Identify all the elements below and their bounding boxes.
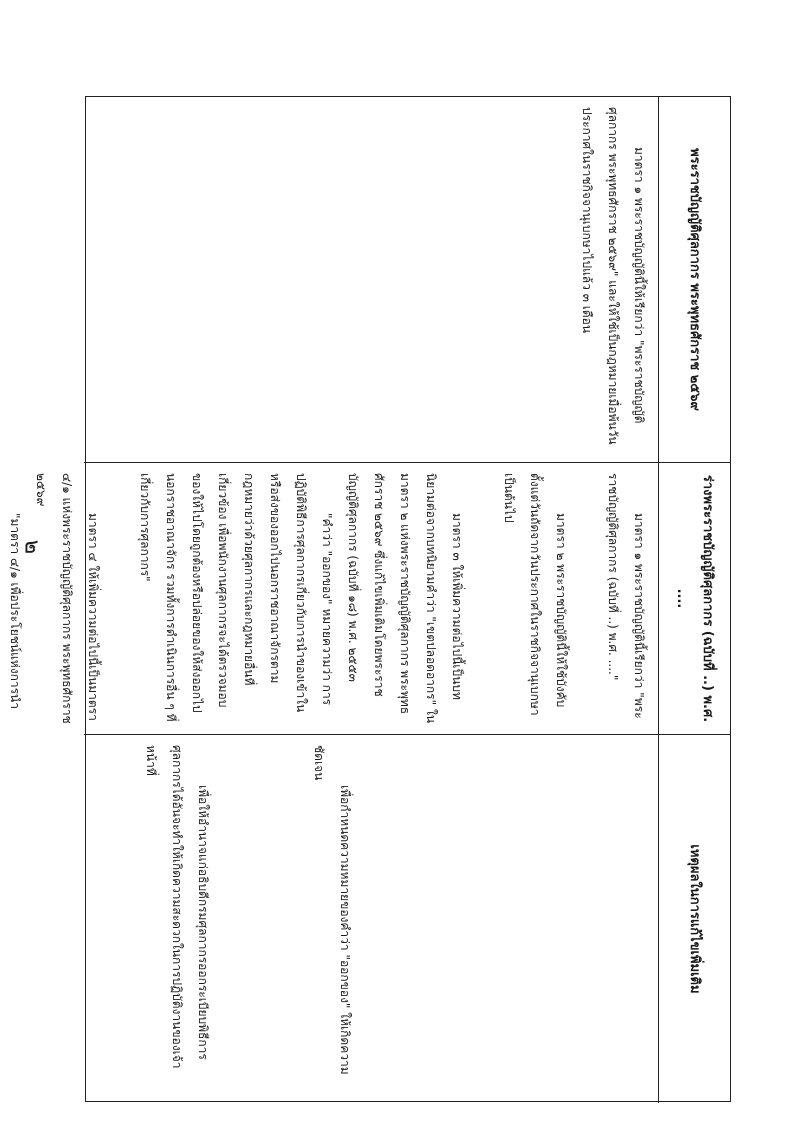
draft-section-2: มาตรา ๒ พระราชบัญญัตินี้ให้ใช้บังคับตั้งแต่วันถัดจากวันประกาศในราชกิจจานุเบกษาเป็นต้นไป bbox=[502, 473, 568, 716]
header-draft-act: ร่างพระราชบัญญัติศุลกากร (ฉบับที่ ..) พ.ศ. .... bbox=[658, 463, 730, 735]
draft-act-column bbox=[8, 463, 658, 735]
draft-definition: "คำว่า "ออกของ" หมายความว่า การปฏิบัติพิธีการศุลกากรเกี่ยวกับการนำของเข้าในหรือส่งของออกไปนอกราชอาณาจักรตามกฎหมายว่าด้วยศุลกากรและกฎหมายอื่นที่เกี่ยวข้อง เพื่อพนักงานศุลกากรจะได้ตรวจมอบของให้ไปโดยถูกต้องหรือปล่อยของให้ส่งออกไปนอกราชอาณาจักร รวมทั้งการดำเนินการอื่น ๆ ที่เกี่ยวกับการศุลกากร" bbox=[138, 473, 334, 722]
existing-law-column bbox=[84, 97, 658, 463]
draft-section-4-1: "มาตรา ๔/๑ เพื่อประโยชน์แห่งการนำ bbox=[8, 513, 22, 709]
reason-2: เพื่อให้อำนาจแก่อธิบดีกรมศุลกากรออกระเบียบพิธีการศุลกากรได้อันจะทำให้เกิดความสะดวกในการปฏิบัติงานของเจ้าหน้าที่ bbox=[144, 745, 210, 1069]
existing-section-1: มาตรา ๑ พระราชบัญญัตินี้ให้เรียกว่า "พระราชบัญญัติศุลกากร พระพุทธศักราช ๒๕๖๙" และให้ใช้เป็นกฎหมายเมื่อพ้นวันประกาศในราชกิจจานุเบกษาไปแล้ว ๓ เดือน bbox=[580, 107, 646, 445]
reason-1: เพื่อกำหนดความหมายของคำว่า "ออกของ" ให้เกิดความชัดเจน bbox=[312, 745, 352, 1075]
page-number: ๒ bbox=[19, 539, 45, 555]
header-amendment-reason: เหตุผลในการแก้ไขเพิ่มเติม bbox=[658, 735, 730, 1103]
draft-section-4: มาตรา ๔ ให้เพิ่มความต่อไปนี้เป็นมาตรา ๔/๑ แห่งพระราชบัญญัติศุลกากร พระพุทธศักราช ๒๕๖๙ bbox=[34, 473, 100, 724]
comparison-table bbox=[8, 96, 731, 1102]
comparison-table-frame bbox=[8, 96, 731, 1102]
draft-section-1: มาตรา ๑ พระราชบัญญัตินี้เรียกว่า "พระราชบัญญัติศุลกากร (ฉบับที่ ..) พ.ศ. ...." bbox=[606, 473, 646, 719]
header-existing-law: พระราชบัญญัติศุลกากร พระพุทธศักราช ๒๕๖๙ bbox=[658, 97, 730, 463]
draft-section-3: มาตรา ๓ ให้เพิ่มความต่อไปนี้เป็นบทนิยามต่อจากบทนิยามคำว่า "เขตปลอดอากร" ในมาตรา ๒ แห่งพระราชบัญญัติศุลกากร พระพุทธศักราช ๒๕๖๙ ซึ่งแก้ไขเพิ่มเติมโดยพระราชบัญญัติศุลกากร (ฉบับที่ ๑๘) พ.ศ. ๒๕๕๓ bbox=[346, 473, 464, 724]
amendment-reason-column bbox=[84, 735, 658, 1103]
